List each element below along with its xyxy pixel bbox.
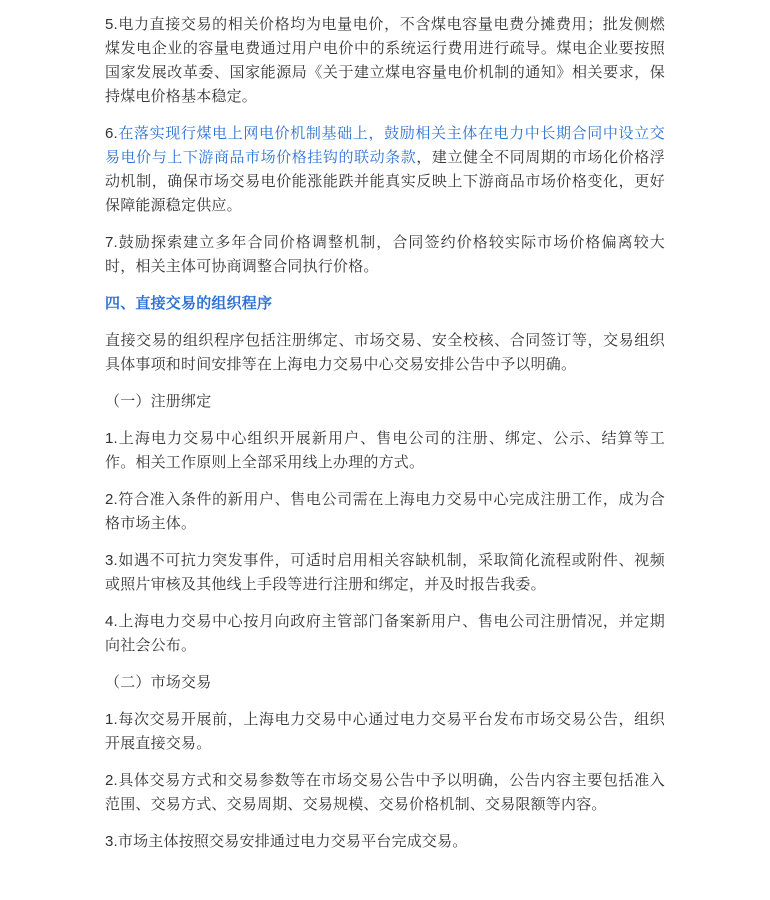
text-segment: 3.如遇不可抗力突发事件，可适时启用相关容缺机制，采取简化流程或附件、视频或照片审核及其他线上手段等进行注册和绑定，并及时报告我委。 (105, 552, 665, 593)
text-segment: 1.上海电力交易中心组织开展新用户、售电公司的注册、绑定、公示、结算等工作。相关工作原则上全部采用线上办理的方式。 (105, 430, 665, 471)
text-segment: 5.电力直接交易的相关价格均为电量电价，不含煤电容量电费分摊费用；批发侧燃煤发电企业的容量电费通过用户电价中的系统运行费用进行疏导。煤电企业要按照国家发展改革委、国家能源局《关于建立煤电容量电价机制的通知》相关要求，保持煤电价格基本稳定。 (105, 16, 665, 105)
highlighted-text: 在落实现行煤电上网电价机制基础上，鼓励相关主体在电力中长期合同中设立交易电价与上下游商品市场价格挂钩的联动条款 (105, 125, 665, 166)
text-segment: 3.市场主体按照交易安排通过电力交易平台完成交易。 (105, 833, 468, 850)
article-paragraph (105, 549, 665, 597)
article-paragraph (105, 830, 665, 854)
article-paragraph (105, 488, 665, 536)
article-paragraph (105, 329, 665, 377)
article-paragraph (105, 708, 665, 756)
text-segment: 2.具体交易方式和交易参数等在市场交易公告中予以明确，公告内容主要包括准入范围、交易方式、交易周期、交易规模、交易价格机制、交易限额等内容。 (105, 772, 665, 813)
article-paragraph (105, 610, 665, 658)
article-paragraph (105, 13, 665, 109)
subsection-heading: （一）注册绑定 (105, 393, 212, 410)
subsection-heading: （二）市场交易 (105, 674, 212, 691)
text-segment: 2.符合准入条件的新用户、售电公司需在上海电力交易中心完成注册工作，成为合格市场主体。 (105, 491, 665, 532)
text-segment: 直接交易的组织程序包括注册绑定、市场交易、安全校核、合同签订等，交易组织具体事项和时间安排等在上海电力交易中心交易安排公告中予以明确。 (105, 332, 665, 373)
article-paragraph (105, 427, 665, 475)
section-heading: 四、直接交易的组织程序 (105, 295, 273, 312)
text-segment: 6. (105, 125, 118, 142)
text-segment: 1.每次交易开展前，上海电力交易中心通过电力交易平台发布市场交易公告，组织开展直接交易。 (105, 711, 665, 752)
article-paragraph (105, 231, 665, 279)
article-paragraph (105, 769, 665, 817)
article-paragraph (105, 122, 665, 218)
text-segment: 7.鼓励探索建立多年合同价格调整机制，合同签约价格较实际市场价格偏离较大时，相关主体可协商调整合同执行价格。 (105, 234, 665, 275)
text-segment: 4.上海电力交易中心按月向政府主管部门备案新用户、售电公司注册情况，并定期向社会公布。 (105, 613, 665, 654)
text-segment: ，建立健全不同周期的市场化价格浮动机制，确保市场交易电价能涨能跌并能真实反映上下游商品市场价格变化，更好保障能源稳定供应。 (105, 149, 665, 214)
